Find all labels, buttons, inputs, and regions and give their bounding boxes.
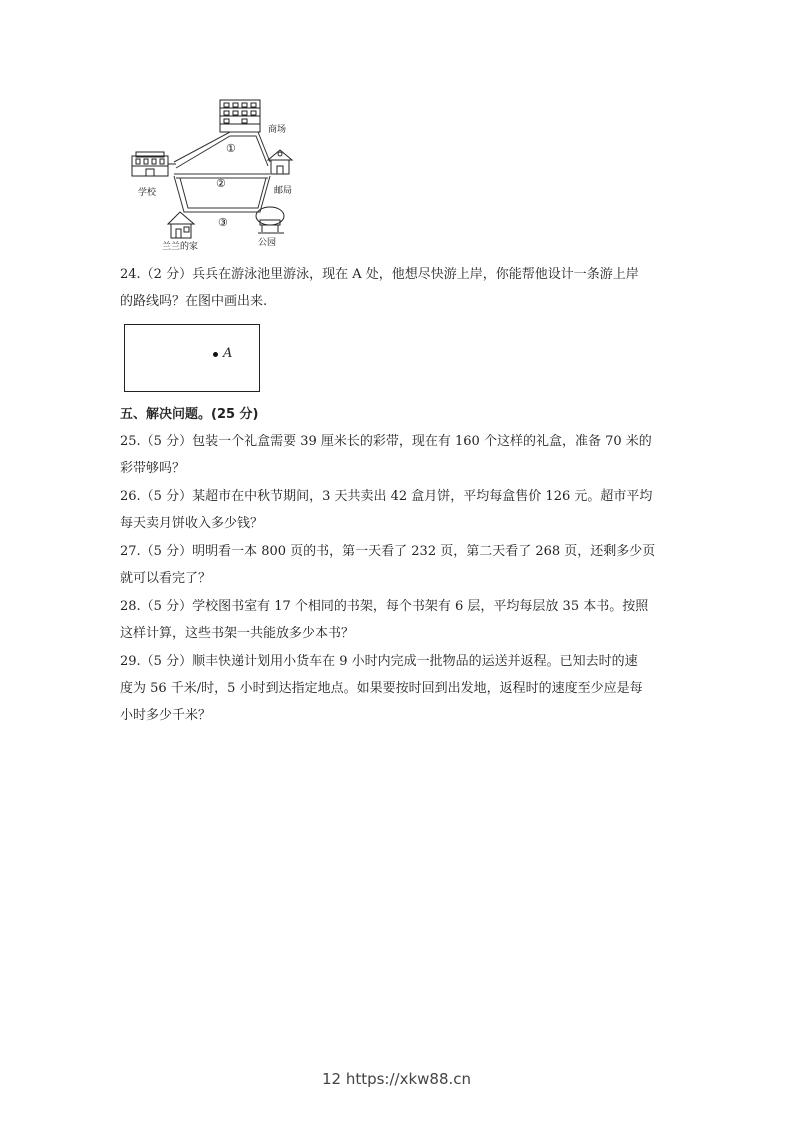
route-lines (174, 132, 270, 212)
swimming-pool-diagram (124, 324, 260, 392)
route-map-figure (118, 94, 318, 256)
home-house-icon (168, 212, 194, 238)
route-3-label: ③ (218, 216, 228, 229)
question-29-line-1: 29.（5 分）顺丰快递计划用小货车在 9 小时内完成一批物品的运送并返程。已知去时的速 (120, 654, 638, 669)
section-5-heading: 五、解决问题。(25 分) (120, 407, 259, 422)
question-29 (120, 648, 680, 729)
question-29-line-2: 度为 56 千米/时，5 小时到达指定地点。如果要按时回到出发地，返程时的速度至少应是每 (120, 681, 643, 696)
point-a-dot (213, 352, 218, 357)
question-24 (120, 261, 680, 315)
point-a-label: A (223, 346, 233, 361)
question-28 (120, 593, 680, 647)
mall-building-icon (220, 100, 260, 132)
question-27-line-1: 27.（5 分）明明看一本 800 页的书，第一天看了 232 页，第二天看了 268 页，还剩多少页 (120, 544, 656, 559)
school-label: 学校 (138, 188, 157, 198)
question-26-line-1: 26.（5 分）某超市在中秋节期间，3 天共卖出 42 盒月饼，平均每盒售价 126 元。超市平均 (120, 489, 653, 504)
question-25-line-2: 彩带够吗？ (120, 461, 186, 476)
question-28-line-2: 这样计算，这些书架一共能放多少本书？ (120, 626, 355, 641)
home-label: 兰兰的家 (162, 242, 199, 252)
route-2-label: ② (216, 177, 226, 190)
route-1-label: ① (226, 142, 236, 155)
mall-label: 商场 (268, 125, 287, 135)
question-26 (120, 483, 680, 537)
park-label: 公园 (258, 238, 277, 248)
post-office-icon (268, 150, 292, 174)
question-24-line-1: 24.（2 分）兵兵在游泳池里游泳，现在 A 处，他想尽快游上岸，你能帮他设计一条游上岸 (120, 267, 639, 282)
question-24-line-2: 的路线吗？在图中画出来. (120, 294, 268, 309)
page-footer: 12 https://xkw88.cn (321, 1070, 472, 1088)
post-office-label: 邮局 (274, 186, 293, 196)
question-25 (120, 428, 680, 482)
question-25-line-1: 25.（5 分）包装一个礼盒需要 39 厘米长的彩带，现在有 160 个这样的礼盒，准备 70 米的 (120, 434, 652, 449)
question-28-line-1: 28.（5 分）学校图书室有 17 个相同的书架，每个书架有 6 层，平均每层放 35 本书。按照 (120, 599, 649, 614)
school-building-icon (132, 152, 176, 176)
question-29-line-3: 小时多少千米？ (120, 708, 212, 723)
question-27 (120, 538, 680, 592)
question-27-line-2: 就可以看完了？ (120, 571, 212, 586)
question-26-line-2: 每天卖月饼收入多少钱？ (120, 516, 264, 531)
